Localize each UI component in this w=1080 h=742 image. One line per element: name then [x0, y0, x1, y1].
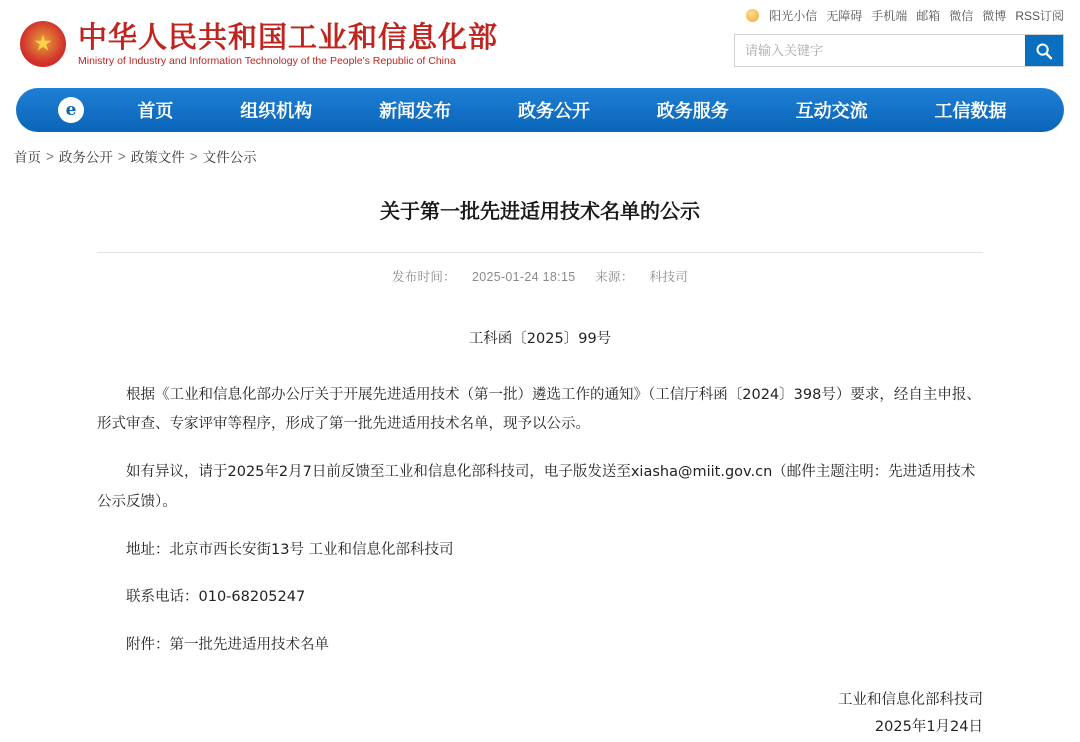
search-icon — [1035, 42, 1053, 60]
search-input[interactable] — [735, 35, 1025, 66]
nav-item-news[interactable]: 新闻发布 — [379, 101, 452, 122]
nav-item-government-services[interactable]: 政务服务 — [656, 101, 729, 122]
main-nav — [16, 88, 1064, 132]
search-button[interactable] — [1025, 35, 1063, 66]
source-label: 来源： — [595, 270, 634, 284]
signature-org: 工业和信息化部科技司 — [838, 691, 983, 708]
source-value: 科技司 — [649, 270, 689, 284]
article-paragraph: 联系电话：010-68205247 — [126, 589, 306, 606]
nav-item-interaction[interactable]: 互动交流 — [795, 101, 868, 122]
page-title: 关于第一批先进适用技术名单的公示 — [380, 199, 700, 223]
publish-time-label: 发布时间： — [391, 270, 456, 284]
article-paragraph: 如有异议，请于2025年2月7日前反馈至工业和信息化部科技司，电子版发送至xiasha@miit.gov.cn（邮件主题注明：先进适用技术公示反馈）。 — [97, 464, 976, 510]
publish-time-value: 2025-01-24 18:15 — [471, 270, 576, 284]
header-right — [734, 4, 1064, 67]
article — [97, 166, 983, 742]
sun-icon — [746, 9, 759, 22]
utility-link-accessibility[interactable]: 无障碍 — [826, 8, 863, 23]
breadcrumb-item-policy-docs[interactable]: 政策文件 — [130, 150, 185, 165]
utility-link-weibo[interactable]: 微博 — [982, 8, 1007, 23]
document-number: 工科函〔2025〕99号 — [468, 331, 612, 347]
signature-date: 2025年1月24日 — [874, 719, 983, 736]
utility-link-rss[interactable]: RSS订阅 — [1015, 8, 1064, 23]
breadcrumb-item-home[interactable]: 首页 — [14, 150, 41, 165]
nav-item-industry-data[interactable]: 工信数据 — [934, 101, 1007, 122]
nav-item-home[interactable]: 首页 — [137, 101, 174, 122]
search-box — [734, 34, 1064, 67]
breadcrumb — [14, 146, 1080, 166]
breadcrumb-separator: > — [46, 148, 54, 164]
utility-link-sunshine[interactable]: 阳光小信 — [769, 8, 818, 23]
breadcrumb-item-public-notice[interactable]: 文件公示 — [202, 150, 257, 165]
breadcrumb-item-disclosure[interactable]: 政务公开 — [58, 150, 113, 165]
signature-block — [97, 687, 983, 742]
nav-item-organization[interactable]: 组织机构 — [240, 101, 313, 122]
utility-link-mail[interactable]: 邮箱 — [916, 8, 941, 23]
breadcrumb-separator: > — [117, 148, 126, 164]
nav-item-list — [104, 97, 1064, 123]
site-logo[interactable] — [20, 21, 498, 67]
site-title-en: Ministry of Industry and Information Technology of the People's Republic of China — [78, 55, 456, 68]
utility-links — [734, 4, 1064, 26]
article-attachment-line: 附件：第一批先进适用技术名单 — [126, 637, 329, 654]
article-paragraph: 地址：北京市西长安街13号 工业和信息化部科技司 — [126, 541, 454, 558]
nav-logo-icon[interactable]: e — [58, 97, 84, 123]
site-title-cn: 中华人民共和国工业和信息化部 — [78, 19, 499, 54]
article-meta — [97, 253, 983, 285]
article-paragraph: 根据《工业和信息化部办公厅关于开展先进适用技术（第一批）遴选工作的通知》（工信厅科函〔2024〕398号）要求，经自主申报、形式审查、专家评审等程序，形成了第一批先进适用技术名单，现予以公示。 — [97, 386, 981, 433]
utility-link-wechat[interactable]: 微信 — [949, 8, 974, 23]
nav-item-government-disclosure[interactable]: 政务公开 — [517, 101, 590, 122]
site-header — [0, 0, 1080, 88]
site-title-block — [78, 21, 498, 67]
breadcrumb-separator: > — [189, 148, 198, 164]
utility-link-mobile[interactable]: 手机端 — [871, 8, 908, 23]
national-emblem-icon — [20, 21, 66, 67]
article-body — [97, 325, 983, 742]
